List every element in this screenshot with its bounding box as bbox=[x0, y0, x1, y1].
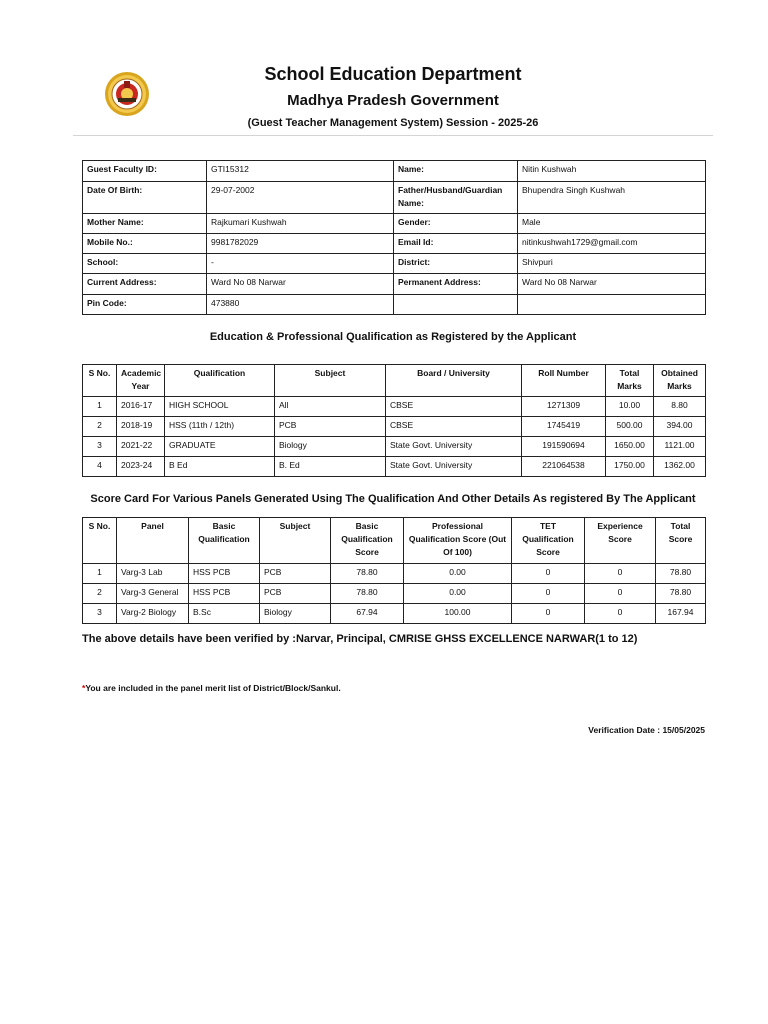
column-header: Professional Qualification Score (Out Of 100) bbox=[404, 518, 512, 564]
table-cell: 1650.00 bbox=[606, 437, 654, 457]
table-cell: HSS (11th / 12th) bbox=[165, 417, 275, 437]
table-cell: 10.00 bbox=[606, 397, 654, 417]
scorecard-header-row bbox=[83, 518, 706, 564]
info-label: Pin Code: bbox=[83, 295, 207, 315]
table-cell: 500.00 bbox=[606, 417, 654, 437]
session-label: (Guest Teacher Management System) Session - 2025-26 bbox=[247, 117, 539, 129]
permanent-address-value: Ward No 08 Narwar bbox=[518, 274, 706, 295]
table-cell: 167.94 bbox=[656, 604, 706, 624]
table-cell: PCB bbox=[260, 584, 331, 604]
table-cell: B Ed bbox=[165, 457, 275, 477]
table-row bbox=[83, 417, 706, 437]
verification-date: Verification Date : 15/05/2025 bbox=[588, 725, 705, 735]
table-cell: 2 bbox=[83, 417, 117, 437]
required-star: * bbox=[82, 683, 86, 693]
guest-faculty-id-value: GTI15312 bbox=[207, 161, 394, 182]
education-body bbox=[83, 397, 706, 477]
education-table bbox=[82, 364, 706, 477]
table-cell: 0 bbox=[512, 584, 585, 604]
table-cell: 1 bbox=[83, 564, 117, 584]
info-label: Current Address: bbox=[83, 274, 207, 295]
table-cell: 2016-17 bbox=[117, 397, 165, 417]
table-row bbox=[83, 457, 706, 477]
education-header-row bbox=[83, 365, 706, 397]
table-cell: HSS PCB bbox=[189, 564, 260, 584]
info-label: Gender: bbox=[394, 214, 518, 234]
column-header: Board / University bbox=[386, 365, 522, 397]
table-row bbox=[83, 437, 706, 457]
info-label: Mobile No.: bbox=[83, 234, 207, 254]
table-cell: Biology bbox=[275, 437, 386, 457]
column-header: Academic Year bbox=[117, 365, 165, 397]
table-cell: 78.80 bbox=[331, 564, 404, 584]
table-cell: CBSE bbox=[386, 397, 522, 417]
column-header: Experience Score bbox=[585, 518, 656, 564]
table-cell: 1362.00 bbox=[654, 457, 706, 477]
header-divider bbox=[73, 135, 713, 136]
gender-value: Male bbox=[518, 214, 706, 234]
verification-statement: The above details have been verified by :Narvar, Principal, CMRISE GHSS EXCELLENCE NARWAR(1 to 12) bbox=[82, 633, 638, 645]
info-label: Mother Name: bbox=[83, 214, 207, 234]
table-cell: 78.80 bbox=[656, 564, 706, 584]
table-cell: HSS PCB bbox=[189, 584, 260, 604]
info-label: Date Of Birth: bbox=[83, 182, 207, 214]
education-heading: Education & Professional Qualification as Registered by the Applicant bbox=[209, 331, 577, 343]
table-cell: All bbox=[275, 397, 386, 417]
table-cell: 1750.00 bbox=[606, 457, 654, 477]
column-header: S No. bbox=[83, 365, 117, 397]
table-cell: 394.00 bbox=[654, 417, 706, 437]
empty-cell bbox=[394, 295, 518, 315]
table-row bbox=[83, 604, 706, 624]
table-cell: 78.80 bbox=[656, 584, 706, 604]
table-cell: 0 bbox=[585, 584, 656, 604]
column-header: TET Qualification Score bbox=[512, 518, 585, 564]
info-label: School: bbox=[83, 254, 207, 274]
table-cell: 1 bbox=[83, 397, 117, 417]
column-header: Subject bbox=[275, 365, 386, 397]
table-cell: 1271309 bbox=[522, 397, 606, 417]
column-header: Panel bbox=[117, 518, 189, 564]
info-label: District: bbox=[394, 254, 518, 274]
table-cell: 0.00 bbox=[404, 564, 512, 584]
father-value: Bhupendra Singh Kushwah bbox=[518, 182, 706, 214]
mobile-value: 9981782029 bbox=[207, 234, 394, 254]
table-cell: 3 bbox=[83, 437, 117, 457]
table-cell: 100.00 bbox=[404, 604, 512, 624]
dob-value: 29-07-2002 bbox=[207, 182, 394, 214]
table-cell: State Govt. University bbox=[386, 457, 522, 477]
page-subtitle: Madhya Pradesh Government bbox=[287, 92, 499, 109]
table-row bbox=[83, 397, 706, 417]
page-title: School Education Department bbox=[264, 64, 522, 84]
scorecard-heading: Score Card For Various Panels Generated Using The Qualification And Other Details As registered By The Applicant bbox=[90, 493, 696, 505]
table-cell: GRADUATE bbox=[165, 437, 275, 457]
column-header: Subject bbox=[260, 518, 331, 564]
table-cell: B.Sc bbox=[189, 604, 260, 624]
merit-list-note bbox=[82, 683, 341, 693]
table-cell: Varg-2 Biology bbox=[117, 604, 189, 624]
column-header: Total Score bbox=[656, 518, 706, 564]
table-cell: Biology bbox=[260, 604, 331, 624]
table-row bbox=[83, 564, 706, 584]
info-label: Email Id: bbox=[394, 234, 518, 254]
mother-value: Rajkumari Kushwah bbox=[207, 214, 394, 234]
school-value: - bbox=[207, 254, 394, 274]
column-header: Qualification bbox=[165, 365, 275, 397]
info-label: Guest Faculty ID: bbox=[83, 161, 207, 182]
scorecard-table bbox=[82, 517, 706, 624]
table-cell: 3 bbox=[83, 604, 117, 624]
table-cell: 2018-19 bbox=[117, 417, 165, 437]
table-cell: CBSE bbox=[386, 417, 522, 437]
table-cell: 0 bbox=[585, 564, 656, 584]
column-header: Basic Qualification bbox=[189, 518, 260, 564]
table-cell: B. Ed bbox=[275, 457, 386, 477]
table-cell: 67.94 bbox=[331, 604, 404, 624]
table-cell: 2023-24 bbox=[117, 457, 165, 477]
applicant-info-table bbox=[82, 160, 706, 315]
merit-list-note-text: You are included in the panel merit list of District/Block/Sankul. bbox=[85, 683, 341, 693]
table-row bbox=[83, 584, 706, 604]
name-value: Nitin Kushwah bbox=[518, 161, 706, 182]
column-header: Obtained Marks bbox=[654, 365, 706, 397]
table-cell: 8.80 bbox=[654, 397, 706, 417]
table-cell: 221064538 bbox=[522, 457, 606, 477]
column-header: Roll Number bbox=[522, 365, 606, 397]
info-label: Permanent Address: bbox=[394, 274, 518, 295]
column-header: Basic Qualification Score bbox=[331, 518, 404, 564]
table-cell: 0.00 bbox=[404, 584, 512, 604]
empty-cell bbox=[518, 295, 706, 315]
table-cell: 0 bbox=[512, 604, 585, 624]
email-value: nitinkushwah1729@gmail.com bbox=[518, 234, 706, 254]
table-cell: 2021-22 bbox=[117, 437, 165, 457]
table-cell: 78.80 bbox=[331, 584, 404, 604]
current-address-value: Ward No 08 Narwar bbox=[207, 274, 394, 295]
column-header: S No. bbox=[83, 518, 117, 564]
scorecard-body bbox=[83, 564, 706, 624]
pin-value: 473880 bbox=[207, 295, 394, 315]
column-header: Total Marks bbox=[606, 365, 654, 397]
table-cell: 2 bbox=[83, 584, 117, 604]
table-cell: 0 bbox=[585, 604, 656, 624]
table-cell: HIGH SCHOOL bbox=[165, 397, 275, 417]
district-value: Shivpuri bbox=[518, 254, 706, 274]
table-cell: State Govt. University bbox=[386, 437, 522, 457]
info-label: Name: bbox=[394, 161, 518, 182]
table-cell: PCB bbox=[275, 417, 386, 437]
table-cell: 4 bbox=[83, 457, 117, 477]
table-cell: Varg-3 Lab bbox=[117, 564, 189, 584]
table-cell: PCB bbox=[260, 564, 331, 584]
table-cell: 1745419 bbox=[522, 417, 606, 437]
table-cell: 191590694 bbox=[522, 437, 606, 457]
page-header bbox=[0, 0, 768, 136]
table-cell: 1121.00 bbox=[654, 437, 706, 457]
table-cell: Varg-3 General bbox=[117, 584, 189, 604]
info-label: Father/Husband/Guardian Name: bbox=[394, 182, 518, 214]
table-cell: 0 bbox=[512, 564, 585, 584]
